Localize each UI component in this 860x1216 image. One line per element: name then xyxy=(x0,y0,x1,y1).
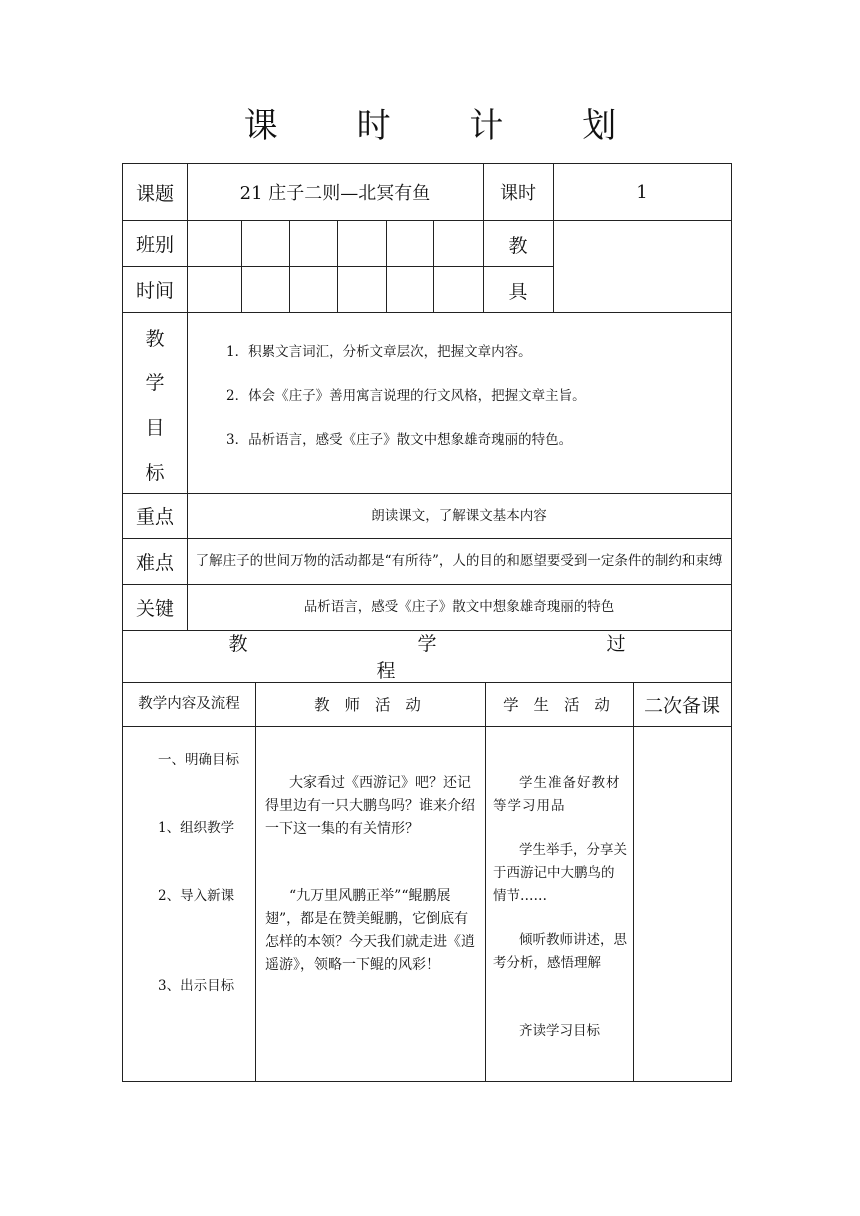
aids-label-char: 具 xyxy=(508,280,528,303)
objective-item: 3．品析语言，感受《庄子》散文中想象雄奇瑰丽的特色。 xyxy=(226,432,573,448)
row-divider xyxy=(123,726,731,727)
col-divider xyxy=(337,220,338,312)
objective-item: 1．积累文言词汇，分析文章层次，把握文章内容。 xyxy=(226,344,532,360)
period-label: 课时 xyxy=(500,183,536,204)
col-divider xyxy=(633,682,634,1082)
difficulty-value: 了解庄子的世间万物的活动都是“有所待”，人的目的和愿望要受到一定条件的制约和束缚 xyxy=(195,553,723,569)
process-step: 一、明确目标 xyxy=(158,752,239,768)
col-divider xyxy=(386,220,387,312)
objectives-label-char: 标 xyxy=(145,461,165,484)
col-divider xyxy=(241,220,242,312)
page-title: 课 时 计 划 xyxy=(243,106,651,146)
process-step: 3、出示目标 xyxy=(158,978,235,994)
col-divider xyxy=(485,682,486,1082)
teacher-activity: “九万里风鹏正举”“鲲鹏展翅”，都是在赞美鲲鹏，它倒底有怎样的本领？今天我们就走进《逍遥游》，领略一下鲲的风彩！ xyxy=(265,888,475,973)
col-divider xyxy=(289,220,290,312)
col-divider xyxy=(433,220,434,312)
student-activity: 学生准备好教材等学习用品 xyxy=(493,775,621,814)
focus-label: 重点 xyxy=(135,506,174,528)
col-header-teacher: 教 师 活 动 xyxy=(314,696,426,714)
key-label: 关键 xyxy=(135,597,174,620)
student-activity: 学生举手，分享关于西游记中大鹏鸟的情节…… xyxy=(493,842,627,904)
objectives-label-char: 目 xyxy=(145,416,165,439)
process-step: 1、组织教学 xyxy=(158,820,235,836)
col-header-student: 学 生 活 动 xyxy=(503,696,615,714)
process-step: 2、导入新课 xyxy=(158,888,235,904)
row-divider xyxy=(123,312,731,313)
col-divider xyxy=(187,164,188,630)
row-divider xyxy=(123,220,731,221)
focus-value: 朗读课文，了解课文基本内容 xyxy=(371,507,547,524)
key-value: 品析语言，感受《庄子》散文中想象雄奇瑰丽的特色 xyxy=(303,599,615,615)
col-header-content: 教学内容及流程 xyxy=(138,696,240,712)
lesson-value: 21 庄子二则—北冥有鱼 xyxy=(239,183,431,204)
col-header-prep: 二次备课 xyxy=(643,694,720,717)
process-title: 教 学 过 程 xyxy=(228,633,708,682)
class-label: 班别 xyxy=(135,233,174,256)
objectives-label-char: 教 xyxy=(145,327,165,350)
period-value: 1 xyxy=(636,181,648,203)
aids-label-char: 教 xyxy=(508,234,528,257)
difficulty-label: 难点 xyxy=(135,551,174,574)
teacher-activity: 大家看过《西游记》吧？还记得里边有一只大鹏鸟吗？谁来介绍一下这一集的有关情形？ xyxy=(265,775,475,837)
student-activity: 倾听教师讲述，思考分析，感悟理解 xyxy=(493,932,627,971)
lesson-label: 课题 xyxy=(135,182,174,205)
objectives-label-char: 学 xyxy=(145,371,165,394)
col-divider xyxy=(255,682,256,1082)
lesson-plan-table xyxy=(122,163,732,1082)
objective-item: 2．体会《庄子》善用寓言说理的行文风格，把握文章主旨。 xyxy=(226,388,586,404)
student-activity: 齐读学习目标 xyxy=(519,1023,600,1039)
time-label: 时间 xyxy=(135,279,174,302)
